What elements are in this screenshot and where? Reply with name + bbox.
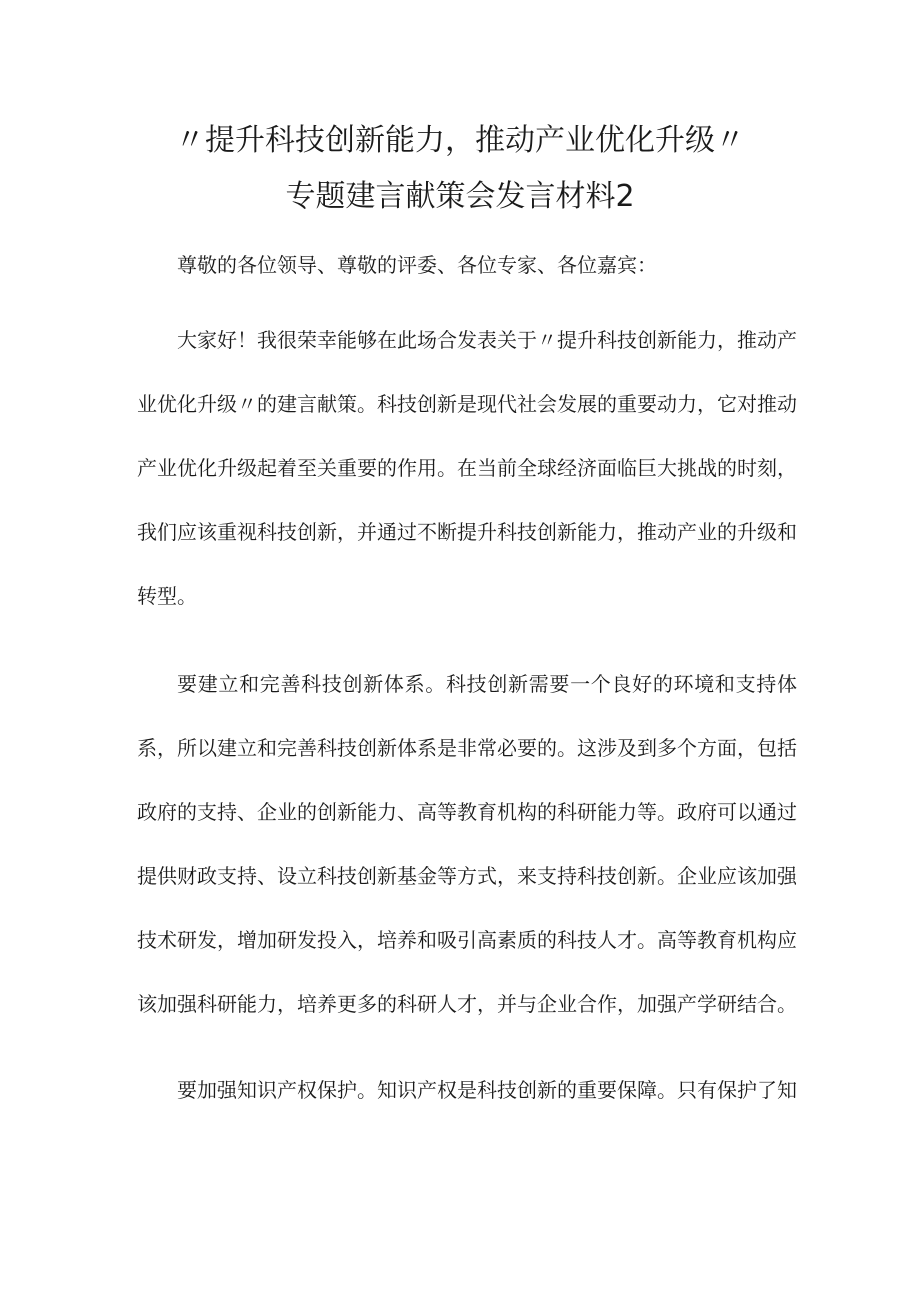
document-title-line-2: 专题建言献策会发言材料2 xyxy=(285,179,635,214)
innovation-system-paragraph: 要建立和完善科技创新体系。科技创新需要一个良好的环境和支持体系，所以建立和完善科技创新体系是非常必要的。这涉及到多个方面，包括政府的支持、企业的创新能力、高等教育机构的科研能力等。政府可以通过提供财政支持、设立科技创新基金等方式，来支持科技创新。企业应该加强技术研发，增加研发投入，培养和吸引高素质的科技人才。高等教育机构应该加强科研能力，培养更多的科研人才，并与企业合作，加强产学研结合。 xyxy=(137,672,797,1016)
greeting-paragraph: 尊敬的各位领导、尊敬的评委、各位专家、各位嘉宾： xyxy=(177,253,657,277)
document-title-line-1: 〃提升科技创新能力，推动产业优化升级〃 xyxy=(175,123,745,158)
intro-paragraph: 大家好！我很荣幸能够在此场合发表关于〃提升科技创新能力，推动产业优化升级〃的建言献策。科技创新是现代社会发展的重要动力，它对推动产业优化升级起着至关重要的作用。在当前全球经济面临巨大挑战的时刻，我们应该重视科技创新，并通过不断提升科技创新能力，推动产业的升级和转型。 xyxy=(137,328,797,608)
ip-protection-paragraph: 要加强知识产权保护。知识产权是科技创新的重要保障。只有保护了知 xyxy=(177,1078,797,1102)
